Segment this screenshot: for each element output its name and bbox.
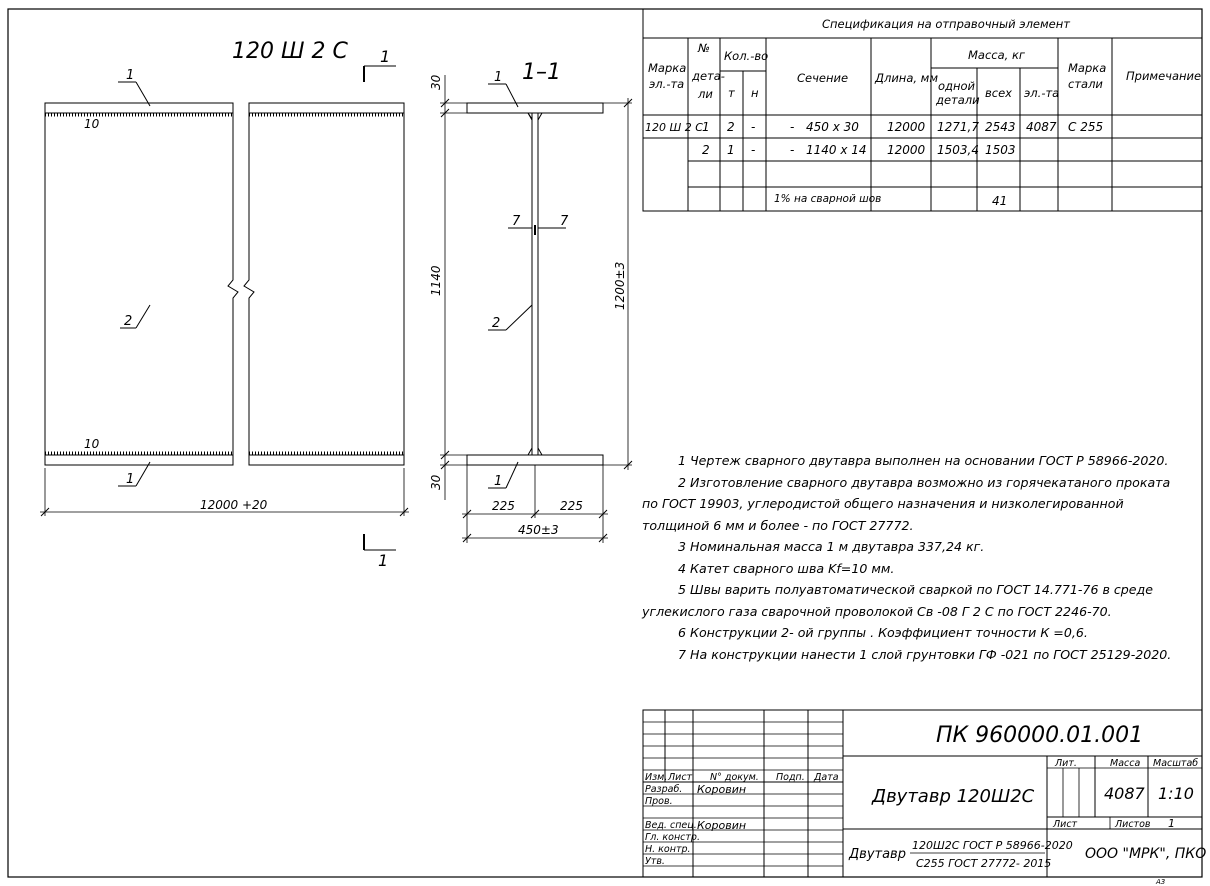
svg-text:С 255: С 255 [1068, 120, 1104, 134]
spec-row-1 [645, 120, 1103, 134]
svg-text:120 Ш 2 С: 120 Ш 2 С [645, 121, 703, 134]
svg-text:450±3: 450±3 [518, 523, 559, 537]
svg-text:Масштаб: Масштаб [1153, 758, 1199, 769]
svg-text:Изм.: Изм. [645, 772, 668, 783]
svg-text:1: 1 [702, 120, 710, 134]
stamp-author-2: Коровин [697, 819, 747, 832]
beam-section [467, 103, 603, 465]
stamp-desc-fraction [910, 839, 1073, 870]
spec-headers [648, 17, 1201, 107]
spec-weld-value: 41 [992, 194, 1008, 208]
svg-text:детали: детали [936, 93, 980, 107]
spec-weld-label: 1% на сварной шов [774, 193, 882, 205]
note-4: 4 Катет сварного шва Kf=10 мм. [678, 560, 895, 576]
svg-text:Пров.: Пров. [645, 796, 673, 807]
svg-text:Масса: Масса [1110, 758, 1141, 769]
svg-text:1503: 1503 [985, 143, 1016, 157]
svg-text:2: 2 [727, 120, 735, 134]
svg-text:-: - [751, 120, 756, 134]
svg-text:-: - [751, 143, 756, 157]
dim-width [462, 465, 608, 543]
sheet-format: А3 [1156, 878, 1166, 886]
svg-text:12000: 12000 [887, 143, 926, 157]
svg-text:-: - [790, 120, 795, 134]
svg-text:н: н [751, 86, 759, 100]
note-5: 5 Швы варить полуавтоматической сваркой по ГОСТ 14.771-76 в среде углекислого газа сварочной проволокой Св -08 Г 2 С по ГОСТ 2246-70. [642, 582, 1154, 619]
leader-sec-pos1-top [488, 70, 518, 107]
svg-text:225: 225 [492, 499, 515, 513]
leader-pos1-top [118, 68, 150, 106]
svg-text:4087: 4087 [1026, 120, 1057, 134]
spec-row-2 [702, 143, 1016, 157]
section-mark-bottom [364, 534, 396, 570]
svg-text:Лист: Лист [1053, 819, 1078, 830]
leader-sec-pos2 [488, 305, 532, 331]
svg-text:12000 +20: 12000 +20 [200, 498, 268, 512]
svg-text:2: 2 [124, 314, 133, 329]
svg-text:1140 х 14: 1140 х 14 [806, 143, 867, 157]
leader-pos1-bottom [118, 462, 150, 487]
stamp-sheets: 1 [1168, 817, 1175, 830]
spec-title: Спецификация на отправочный элемент [822, 17, 1070, 31]
svg-text:дета-: дета- [692, 69, 725, 83]
svg-text:Листов: Листов [1115, 819, 1151, 830]
svg-text:2: 2 [492, 316, 501, 331]
dim-length [40, 468, 409, 516]
svg-text:30: 30 [429, 74, 443, 90]
svg-text:12000: 12000 [887, 120, 926, 134]
svg-text:225: 225 [560, 499, 583, 513]
svg-text:1: 1 [727, 143, 735, 157]
leader-sec-pos1-bottom [488, 462, 518, 489]
svg-text:эл.-та: эл.-та [649, 77, 685, 91]
svg-text:30: 30 [429, 474, 443, 490]
svg-text:Примечание: Примечание [1126, 69, 1202, 83]
svg-text:Лист: Лист [668, 772, 693, 783]
weld-size-top: 10 [84, 117, 100, 131]
svg-text:1200±3: 1200±3 [613, 261, 627, 310]
beam-elevation [45, 103, 404, 465]
svg-text:N° докум.: N° докум. [710, 772, 759, 783]
technical-notes [642, 450, 1177, 665]
svg-text:Сечение: Сечение [797, 71, 849, 85]
svg-text:7: 7 [512, 214, 521, 229]
stamp-org: ООО "МРК", ПКО [1085, 846, 1207, 862]
svg-text:Гл. констр.: Гл. констр. [645, 832, 700, 843]
svg-text:Марка: Марка [648, 61, 687, 75]
stamp-desc-word: Двутавр [849, 847, 906, 862]
svg-text:Марка: Марка [1068, 61, 1107, 75]
svg-text:Разраб.: Разраб. [645, 784, 683, 795]
svg-text:1: 1 [494, 474, 503, 489]
note-2: 2 Изготовление сварного двутавра возможно из горячекатаного проката по ГОСТ 19903, углеродистой общего назначения и низколегированной толщиной 6 мм и более - по ГОСТ 27772. [642, 474, 1171, 533]
svg-text:2: 2 [702, 143, 710, 157]
svg-text:1: 1 [126, 68, 135, 83]
svg-text:Масса, кг: Масса, кг [968, 48, 1025, 62]
note-1: 1 Чертеж сварного двутавра выполнен на основании ГОСТ Р 58966-2020. [678, 453, 1169, 468]
svg-text:1140: 1140 [429, 265, 443, 296]
svg-text:1: 1 [494, 70, 503, 85]
svg-text:Вед. спец.: Вед. спец. [645, 820, 697, 831]
svg-text:1: 1 [378, 551, 389, 570]
weld-size-bottom: 10 [84, 437, 100, 451]
svg-text:1: 1 [380, 47, 391, 66]
svg-text:Лит.: Лит. [1055, 758, 1077, 769]
dim-verticals-left [429, 74, 467, 500]
stamp-code: ПК 960000.01.001 [936, 723, 1144, 748]
leader-pos2 [120, 305, 150, 329]
svg-text:7: 7 [560, 214, 569, 229]
section-mark-top [364, 47, 396, 82]
stamp-scale: 1:10 [1158, 784, 1194, 803]
svg-text:2543: 2543 [985, 120, 1016, 134]
svg-text:ли: ли [698, 87, 713, 101]
svg-text:№: № [698, 41, 710, 55]
svg-text:120Ш2С ГОСТ Р 58966-2020: 120Ш2С ГОСТ Р 58966-2020 [912, 839, 1073, 852]
svg-text:-: - [790, 143, 795, 157]
svg-text:Дата: Дата [814, 772, 839, 783]
svg-text:Н. контр.: Н. контр. [645, 844, 691, 855]
dim-height [603, 98, 632, 470]
svg-text:т: т [728, 86, 735, 100]
svg-text:Утв.: Утв. [645, 856, 665, 867]
svg-text:С255 ГОСТ 27772- 2015: С255 ГОСТ 27772- 2015 [916, 857, 1052, 870]
svg-text:Длина, мм: Длина, мм [875, 71, 939, 85]
svg-text:1271,7: 1271,7 [937, 120, 979, 134]
note-6: 6 Конструкции 2- ой группы . Коэффициент точности К =0,6. [678, 625, 1088, 640]
svg-text:всех: всех [985, 86, 1012, 100]
stamp-author: Коровин [697, 783, 747, 796]
drawing-title: 120 Ш 2 С [232, 39, 348, 64]
section-title: 1–1 [522, 60, 561, 85]
stamp-name: Двутавр 120Ш2С [872, 786, 1035, 807]
svg-text:стали: стали [1068, 77, 1103, 91]
svg-text:Подп.: Подп. [776, 772, 805, 783]
note-3: 3 Номинальная масса 1 м двутавра 337,24 кг. [678, 539, 985, 554]
svg-text:одной: одной [938, 79, 976, 93]
svg-text:1: 1 [126, 472, 135, 487]
note-7: 7 На конструкции нанести 1 слой грунтовки ГФ -021 по ГОСТ 25129-2020. [678, 646, 1172, 662]
svg-text:Кол.-во: Кол.-во [724, 49, 769, 63]
stamp-mass: 4087 [1104, 784, 1145, 803]
svg-text:эл.-та: эл.-та [1024, 86, 1060, 100]
spec-table [643, 9, 1202, 211]
svg-text:450 х 30: 450 х 30 [806, 120, 859, 134]
svg-text:1503,4: 1503,4 [937, 143, 979, 157]
